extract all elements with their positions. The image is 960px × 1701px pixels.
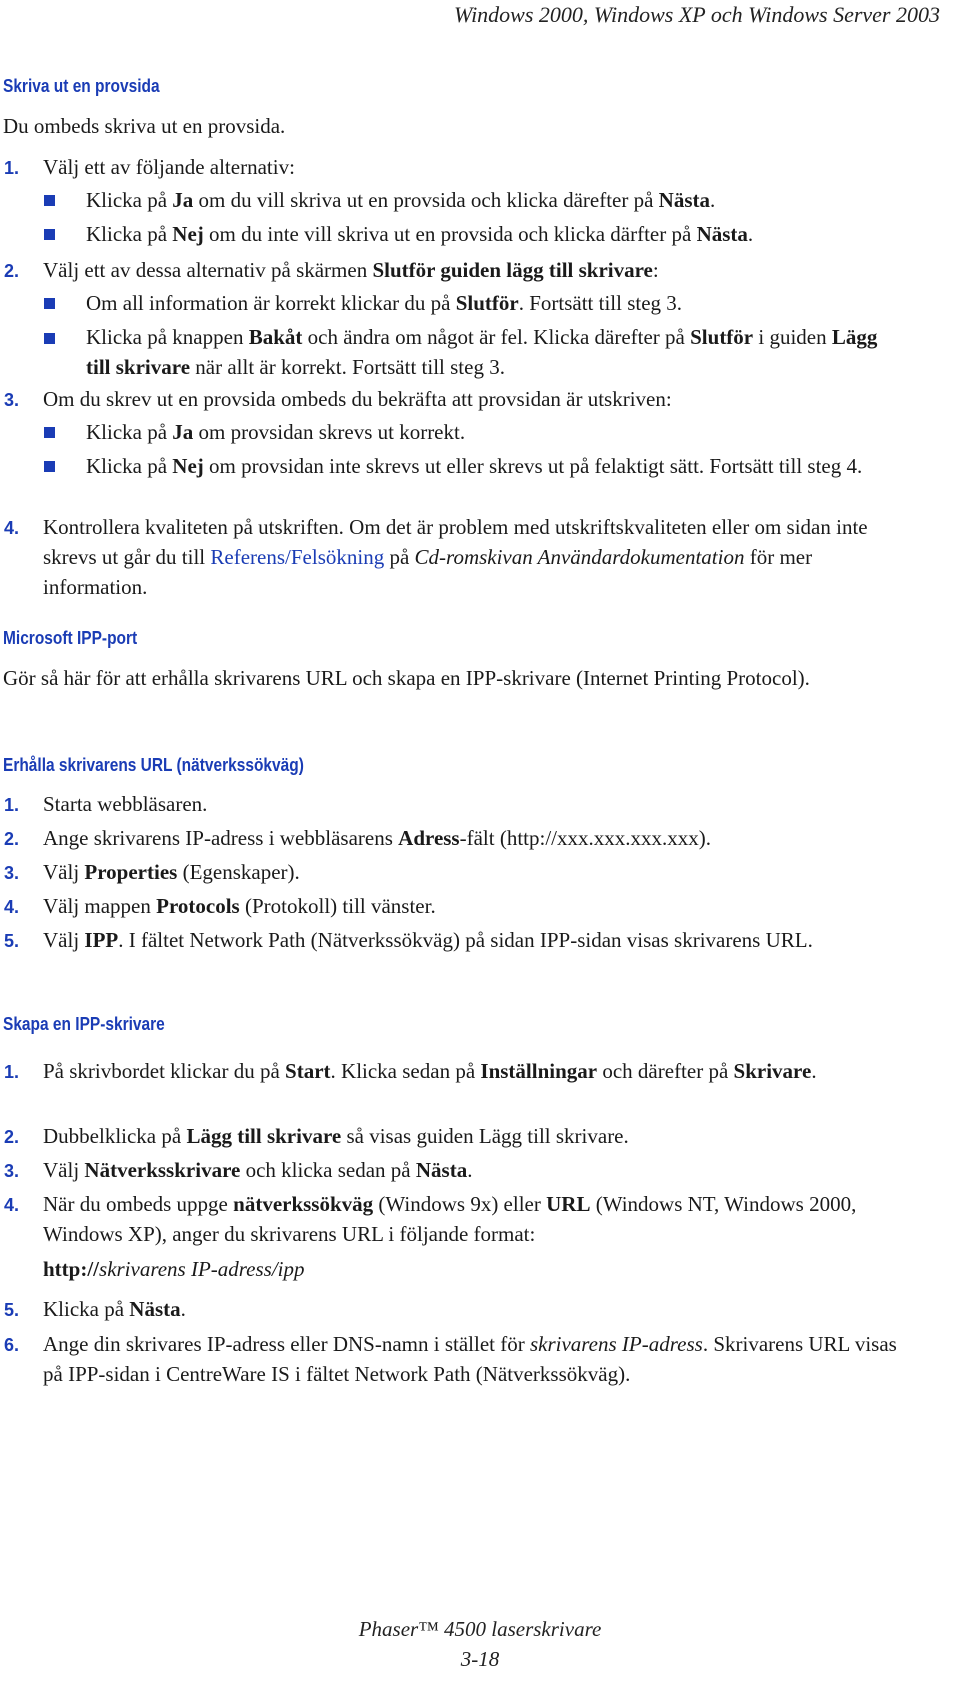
section-heading-skapa-ipp: Skapa en IPP-skrivare (3, 1014, 165, 1034)
step-text: Välj Nätverksskrivare och klicka sedan på Nästa. (43, 1158, 473, 1182)
step-number: 1. (4, 795, 20, 815)
bullet-marker (44, 333, 55, 344)
footer-product: Phaser™ 4500 laserskrivare (358, 1617, 602, 1641)
section-heading-provsida: Skriva ut en provsida (3, 76, 160, 96)
step-text: Ange skrivarens IP-adress i webbläsarens Adress-fält (http://xxx.xxx.xxx.xxx). (43, 826, 711, 850)
step-text: Välj ett av dessa alternativ på skärmen Slutför guiden lägg till skrivare: (43, 258, 659, 282)
step-number: 3. (4, 390, 20, 410)
bullet-text: Klicka på Nej om du inte vill skriva ut en provsida och klicka därfter på Nästa. (86, 222, 754, 246)
step-number: 3. (4, 1161, 20, 1181)
step-text: Klicka på Nästa. (43, 1297, 186, 1321)
bullet-marker (44, 195, 55, 206)
step-number: 6. (4, 1335, 20, 1355)
step-number: 1. (4, 1062, 20, 1082)
footer-page-number: 3-18 (460, 1647, 500, 1671)
step-text: Dubbelklicka på Lägg till skrivare så visas guiden Lägg till skrivare. (43, 1124, 629, 1148)
url-format: http://skrivarens IP-adress/ipp (43, 1257, 305, 1281)
referens-felsokning-link[interactable]: Referens/Felsökning (210, 545, 385, 569)
bullet-marker (44, 427, 55, 438)
step-text: Om du skrev ut en provsida ombeds du bekräfta att provsidan är utskriven: (43, 387, 672, 411)
step-number: 4. (4, 897, 20, 917)
bullet-text: Klicka på Ja om provsidan skrevs ut korrekt. (86, 420, 466, 444)
bullet-marker (44, 229, 55, 240)
step-number: 5. (4, 1300, 20, 1320)
step-text: Kontrollera kvaliteten på utskriften. Om det är problem med utskriftskvaliteten eller om sidan inte skrevs ut går du till Referens/Felsökning på Cd-romskivan Användardokumentation för mer information. (43, 515, 868, 599)
step-text: När du ombeds uppge nätverkssökväg (Windows 9x) eller URL (Windows NT, Windows 2000, Windows XP), anger du skrivarens URL i följande format: (43, 1192, 857, 1246)
step-number: 3. (4, 863, 20, 883)
step-number: 4. (4, 1195, 20, 1215)
bullet-marker (44, 298, 55, 309)
bullet-text: Om all information är korrekt klickar du på Slutför. Fortsätt till steg 3. (86, 291, 683, 315)
step-number: 4. (4, 518, 20, 538)
step-number: 2. (4, 829, 20, 849)
paragraph: Gör så här för att erhålla skrivarens URL och skapa en IPP-skrivare (Internet Printing Protocol). (3, 666, 810, 690)
step-text: Välj IPP. I fältet Network Path (Nätverkssökväg) på sidan IPP-sidan visas skrivarens URL. (43, 928, 813, 952)
step-text: Välj mappen Protocols (Protokoll) till vänster. (43, 894, 436, 918)
bullet-text: Klicka på Nej om provsidan inte skrevs ut eller skrevs ut på felaktigt sätt. Fortsätt till steg 4. (86, 454, 863, 478)
step-text: Välj Properties (Egenskaper). (43, 860, 300, 884)
bullet-text: Klicka på Ja om du vill skriva ut en provsida och klicka därefter på Nästa. (86, 188, 716, 212)
section-heading-url: Erhålla skrivarens URL (nätverkssökväg) (3, 755, 304, 775)
step-text: Starta webbläsaren. (43, 792, 208, 816)
running-header: Windows 2000, Windows XP och Windows Server 2003 (453, 2, 940, 27)
step-number: 2. (4, 1127, 20, 1147)
bullet-text: Klicka på knappen Bakåt och ändra om något är fel. Klicka därefter på Slutför i guiden Lägg till skrivare när allt är korrekt. Fortsätt till steg 3. (86, 325, 878, 379)
bullet-marker (44, 461, 55, 472)
step-number: 2. (4, 261, 20, 281)
step-text: Välj ett av följande alternativ: (43, 155, 295, 179)
step-number: 1. (4, 158, 20, 178)
paragraph: Du ombeds skriva ut en provsida. (3, 114, 286, 138)
step-number: 5. (4, 931, 20, 951)
section-heading-ipp-port: Microsoft IPP-port (3, 628, 138, 648)
step-text: På skrivbordet klickar du på Start. Klicka sedan på Inställningar och därefter på Skrivare. (43, 1059, 817, 1083)
step-text: Ange din skrivares IP-adress eller DNS-namn i stället för skrivarens IP-adress. Skrivarens URL visas på IPP-sidan i CentreWare IS i fältet Network Path (Nätverkssökväg). (43, 1332, 897, 1386)
